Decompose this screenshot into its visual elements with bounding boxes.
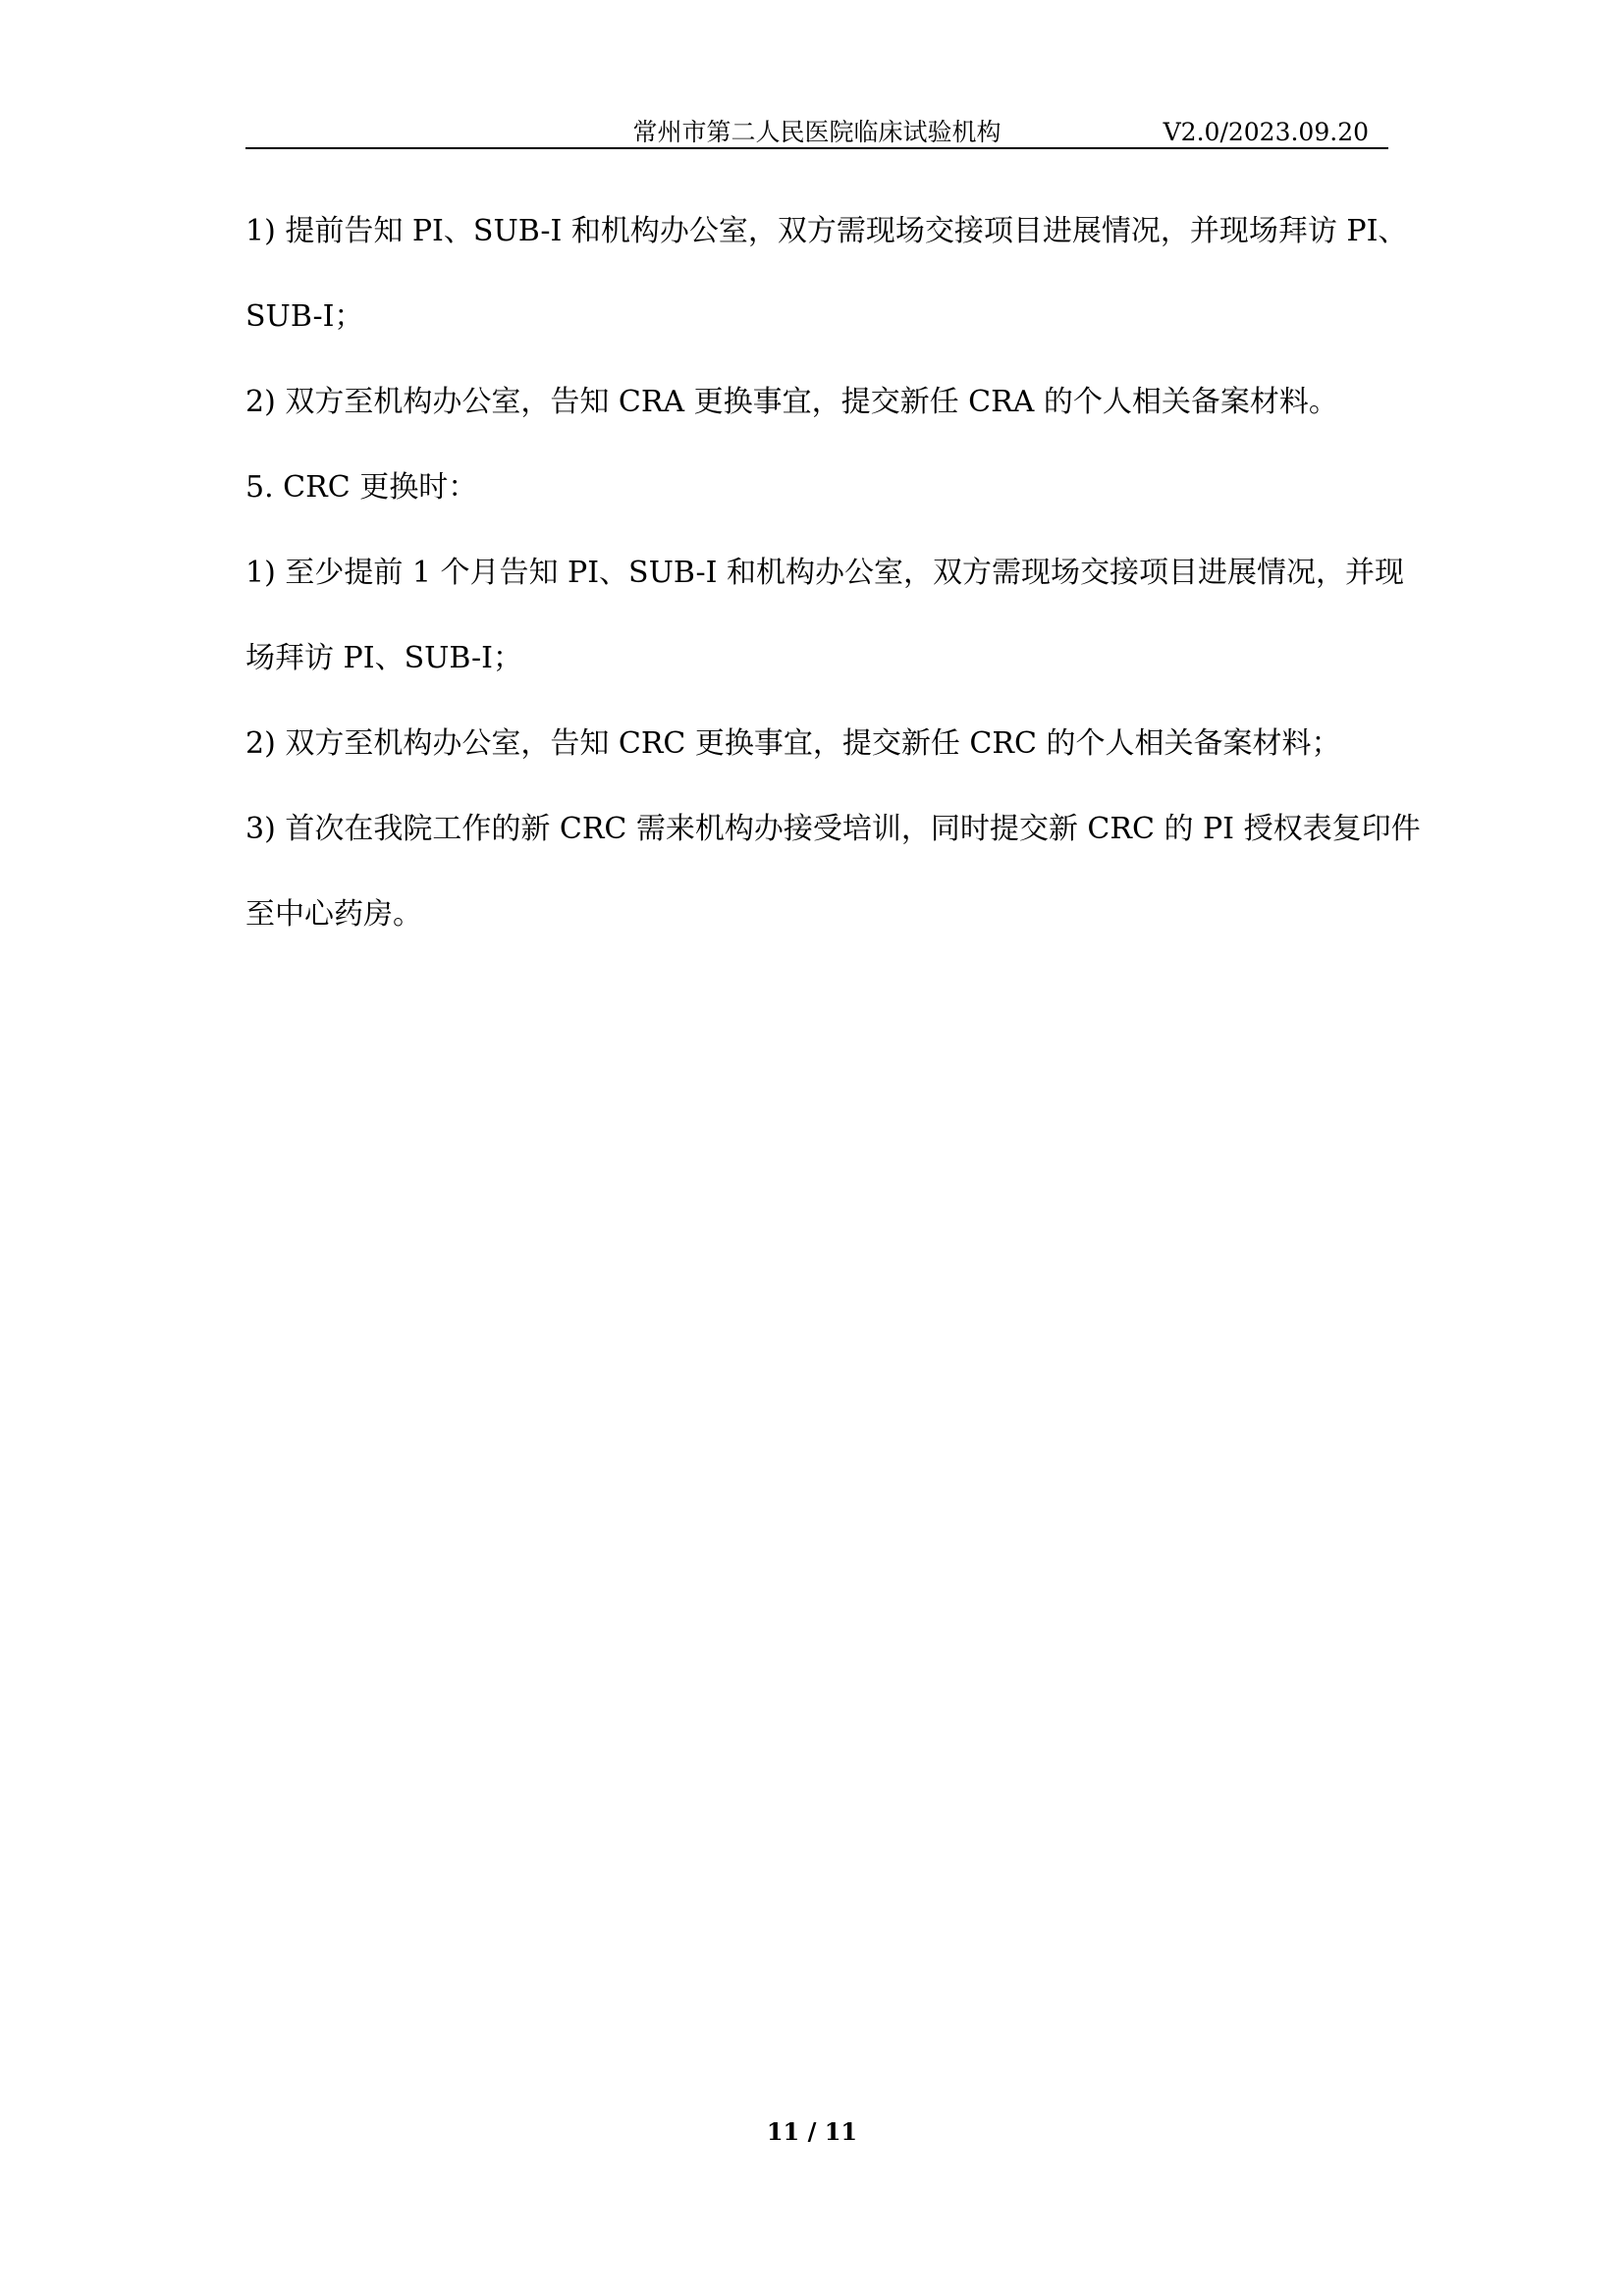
body-line: 场拜访 PI、SUB-I； bbox=[245, 641, 522, 675]
body-line: 1) 至少提前 1 个月告知 PI、SUB-I 和机构办公室，双方需现场交接项目进展情况，并现 bbox=[245, 556, 1405, 590]
body-line: 1) 提前告知 PI、SUB-I 和机构办公室，双方需现场交接项目进展情况，并现场拜访 PI、 bbox=[245, 214, 1408, 248]
page-number: 11 / 11 bbox=[766, 2117, 858, 2146]
section-heading: 5. CRC 更换时： bbox=[245, 470, 478, 505]
page-header bbox=[245, 118, 1388, 149]
header-title: 常州市第二人民医院临床试验机构 bbox=[632, 118, 1001, 146]
document-body bbox=[245, 212, 1421, 981]
body-line: 3) 首次在我院工作的新 CRC 需来机构办接受培训，同时提交新 CRC 的 PI 授权表复印件 bbox=[245, 812, 1421, 846]
body-line: 2) 双方至机构办公室，告知 CRA 更换事宜，提交新任 CRA 的个人相关备案材料。 bbox=[245, 385, 1338, 419]
body-line: 2) 双方至机构办公室，告知 CRC 更换事宜，提交新任 CRC 的个人相关备案材料； bbox=[245, 726, 1341, 761]
header-version: V2.0/2023.09.20 bbox=[1163, 118, 1369, 146]
body-line: SUB-I； bbox=[245, 299, 364, 334]
body-line: 至中心药房。 bbox=[245, 897, 422, 932]
